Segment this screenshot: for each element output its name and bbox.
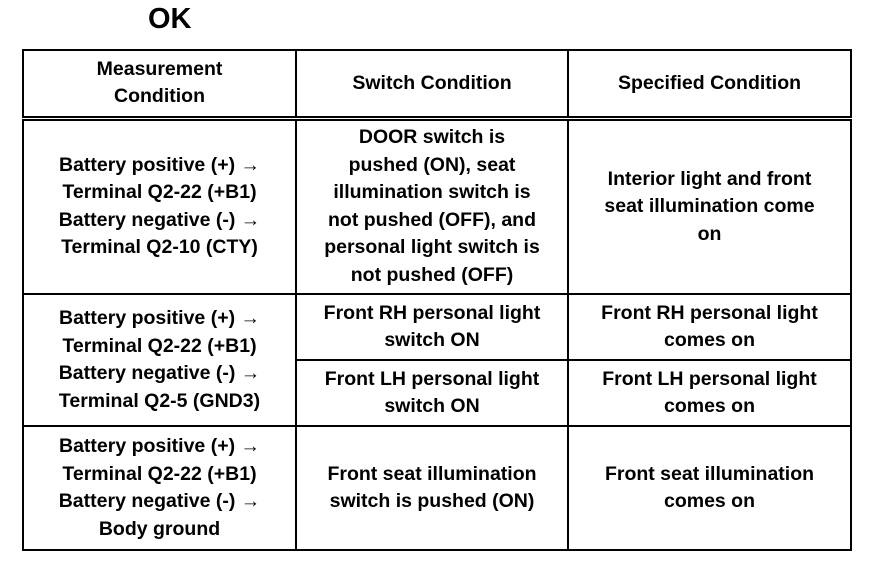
switch-condition-cell: Front LH personal light switch ON <box>296 360 568 426</box>
specified-condition-cell: Interior light and front seat illumination come on <box>568 118 851 294</box>
switch-condition-cell: Front RH personal light switch ON <box>296 294 568 360</box>
specified-condition-cell: Front seat illumination comes on <box>568 426 851 550</box>
inspection-table <box>22 49 852 551</box>
header-specified-condition: Specified Condition <box>568 50 851 118</box>
table-row <box>23 118 851 294</box>
switch-condition-cell: DOOR switch is pushed (ON), seat illumination switch is not pushed (OFF), and personal light switch is not pushed (OFF) <box>296 118 568 294</box>
table-row <box>23 294 851 360</box>
specified-condition-cell: Front LH personal light comes on <box>568 360 851 426</box>
measurement-cell: Battery positive (+) → Terminal Q2-22 (+B1) Battery negative (-) → Terminal Q2-5 (GND3) <box>23 294 296 426</box>
page-title: OK <box>148 3 192 35</box>
table-row <box>23 426 851 550</box>
switch-condition-cell: Front seat illumination switch is pushed (ON) <box>296 426 568 550</box>
header-switch-condition: Switch Condition <box>296 50 568 118</box>
header-measurement-condition: Measurement Condition <box>23 50 296 118</box>
table-header-row <box>23 50 851 118</box>
measurement-cell: Battery positive (+) → Terminal Q2-22 (+B1) Battery negative (-) → Body ground <box>23 426 296 550</box>
specified-condition-cell: Front RH personal light comes on <box>568 294 851 360</box>
measurement-cell: Battery positive (+) → Terminal Q2-22 (+B1) Battery negative (-) → Terminal Q2-10 (CTY) <box>23 118 296 294</box>
